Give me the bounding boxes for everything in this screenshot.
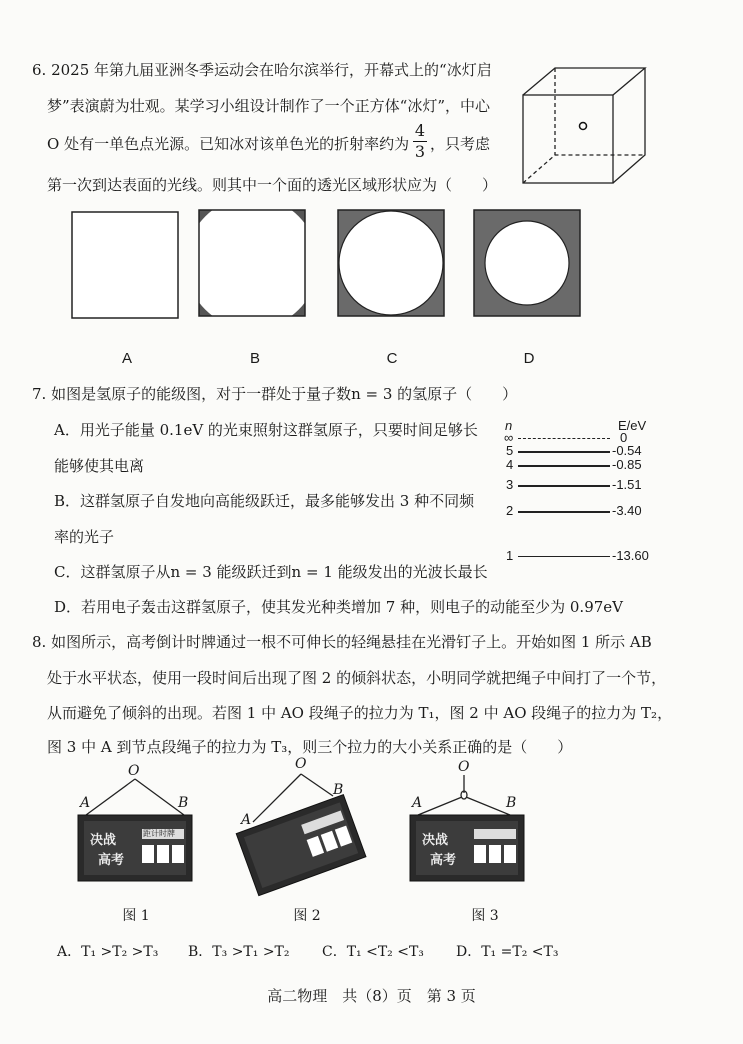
level-e-1: -13.60 (612, 548, 649, 563)
q6-line-3: O 处有一单色点光源。已知冰对该单色光的折射率约为 (47, 135, 410, 153)
q6-fraction (413, 122, 427, 161)
level-n-5: 5 (506, 443, 514, 458)
q8-choice-b: B．T₃ >T₁ >T₂ (188, 944, 290, 960)
q7-option-a-cont: 能够使其电离 (54, 457, 145, 475)
level-n-1: 1 (506, 548, 514, 563)
fig2-label-b: B (333, 782, 344, 798)
light-source-point (580, 123, 587, 130)
level-e-4: -0.85 (612, 457, 642, 472)
fig2-label-a: A (241, 812, 252, 828)
option-d-label: D (523, 350, 535, 367)
q8-line-3: 从而避免了倾斜的出现。若图 1 中 AO 段绳子的拉力为 T₁，图 2 中 AO 段绳子的拉力为 T₂， (47, 704, 673, 722)
fig3-board-text-2: 高考 (430, 853, 457, 868)
option-c-label: C (386, 350, 398, 367)
q8-line-2: 处于水平状态，使用一段时间后出现了图 2 的倾斜状态，小明同学就把绳子中间打了一个节， (47, 669, 667, 687)
option-b-label: B (249, 350, 260, 367)
ice-cube-diagram (515, 60, 655, 190)
q8-choice-a: A．T₁ >T₂ >T₃ (57, 944, 159, 960)
level-line-1 (518, 556, 610, 557)
q8-line-1: 8. 如图所示，高考倒计时牌通过一根不可伸长的轻绳悬挂在光滑钉子上。开始如图 1 所示 AB (32, 633, 652, 651)
q7-stem: 7. 如图是氢原子的能级图，对于一群处于量子数n = 3 的氢原子（ ） (32, 385, 518, 403)
figure-3 (402, 759, 532, 895)
level-e-3: -1.51 (612, 477, 642, 492)
fig1-label-o: O (128, 763, 140, 779)
fraction-denominator: 3 (414, 142, 426, 161)
q6-line-3b: ，只考虑 (430, 135, 491, 153)
q7-option-b: B．这群氢原子自发地向高能级跃迁，最多能够发出 3 种不同频 (54, 492, 475, 510)
level-n-3: 3 (506, 477, 514, 492)
fig3-label-b: B (506, 795, 517, 811)
q7-option-a: A．用光子能量 0.1eV 的光束照射这群氢原子，只要时间足够长 (54, 421, 478, 439)
page-footer: 高二物理 共（8）页 第 3 页 (267, 987, 476, 1005)
level-n-2: 2 (506, 503, 514, 518)
option-b-figure (197, 208, 309, 320)
q6-line-2: 梦”表演蔚为壮观。某学习小组设计制作了一个正方体“冰灯”，中心 (47, 97, 491, 115)
option-a-label: A (121, 350, 132, 367)
q6-line-4: 第一次到达表面的光线。则其中一个面的透光区域形状应为（ ） (47, 176, 498, 194)
option-c-figure (336, 208, 448, 320)
level-e-2: -3.40 (612, 503, 642, 518)
energy-axis-header: E/eV (618, 418, 647, 433)
level-line-5 (518, 451, 610, 453)
q8-choice-c: C．T₁ <T₂ <T₃ (322, 944, 424, 960)
level-e-5: -0.54 (612, 443, 642, 458)
cube-right-face (613, 68, 645, 183)
q7-option-b-cont: 率的光子 (54, 528, 115, 546)
option-d-figure (472, 208, 584, 320)
level-line-inf (518, 438, 610, 439)
q8-choice-d: D．T₁ =T₂ <T₃ (456, 944, 559, 960)
figure-2 (235, 756, 370, 897)
fig1-label-b: B (178, 795, 189, 811)
level-line-4 (518, 465, 610, 467)
q7-option-d: D．若用电子轰击这群氢原子，使其发光种类增加 7 种，则电子的动能至少为 0.97eV (54, 598, 623, 616)
level-n-4: 4 (506, 457, 514, 472)
caption-fig-1: 图 1 (122, 908, 150, 924)
fig3-label-o: O (458, 759, 470, 775)
fig3-label-a: A (412, 795, 423, 811)
level-e-inf: 0 (620, 430, 628, 445)
cube-hidden-edges (523, 155, 645, 183)
level-line-2 (518, 511, 610, 513)
q7-option-c: C．这群氢原子从n = 3 能级跃迁到n = 1 能级发出的光波长最长 (54, 563, 488, 581)
fig1-board-text-2: 高考 (98, 853, 125, 868)
fig3-board-text-1: 决战 (422, 833, 449, 848)
level-n-inf: ∞ (504, 430, 514, 445)
fig1-board-text-1: 决战 (90, 833, 117, 848)
fraction-numerator: 4 (414, 121, 426, 140)
caption-fig-2: 图 2 (293, 908, 321, 924)
figure-1 (70, 765, 200, 895)
fig1-label-a: A (80, 795, 91, 811)
q8-line-4: 图 3 中 A 到节点段绳子的拉力为 T₃，则三个拉力的大小关系正确的是（ ） (47, 738, 573, 756)
fig1-board-small: 距计时牌 (143, 829, 175, 838)
level-line-3 (518, 485, 610, 487)
cube-front-face (523, 95, 613, 183)
q6-line-1: 6. 2025 年第九届亚洲冬季运动会在哈尔滨举行，开幕式上的“冰灯启 (32, 61, 492, 79)
caption-fig-3: 图 3 (471, 908, 499, 924)
fig2-label-o: O (295, 756, 307, 772)
cube-top-face (523, 68, 645, 95)
n-axis-header: n (505, 418, 513, 433)
option-a-figure (70, 210, 182, 322)
